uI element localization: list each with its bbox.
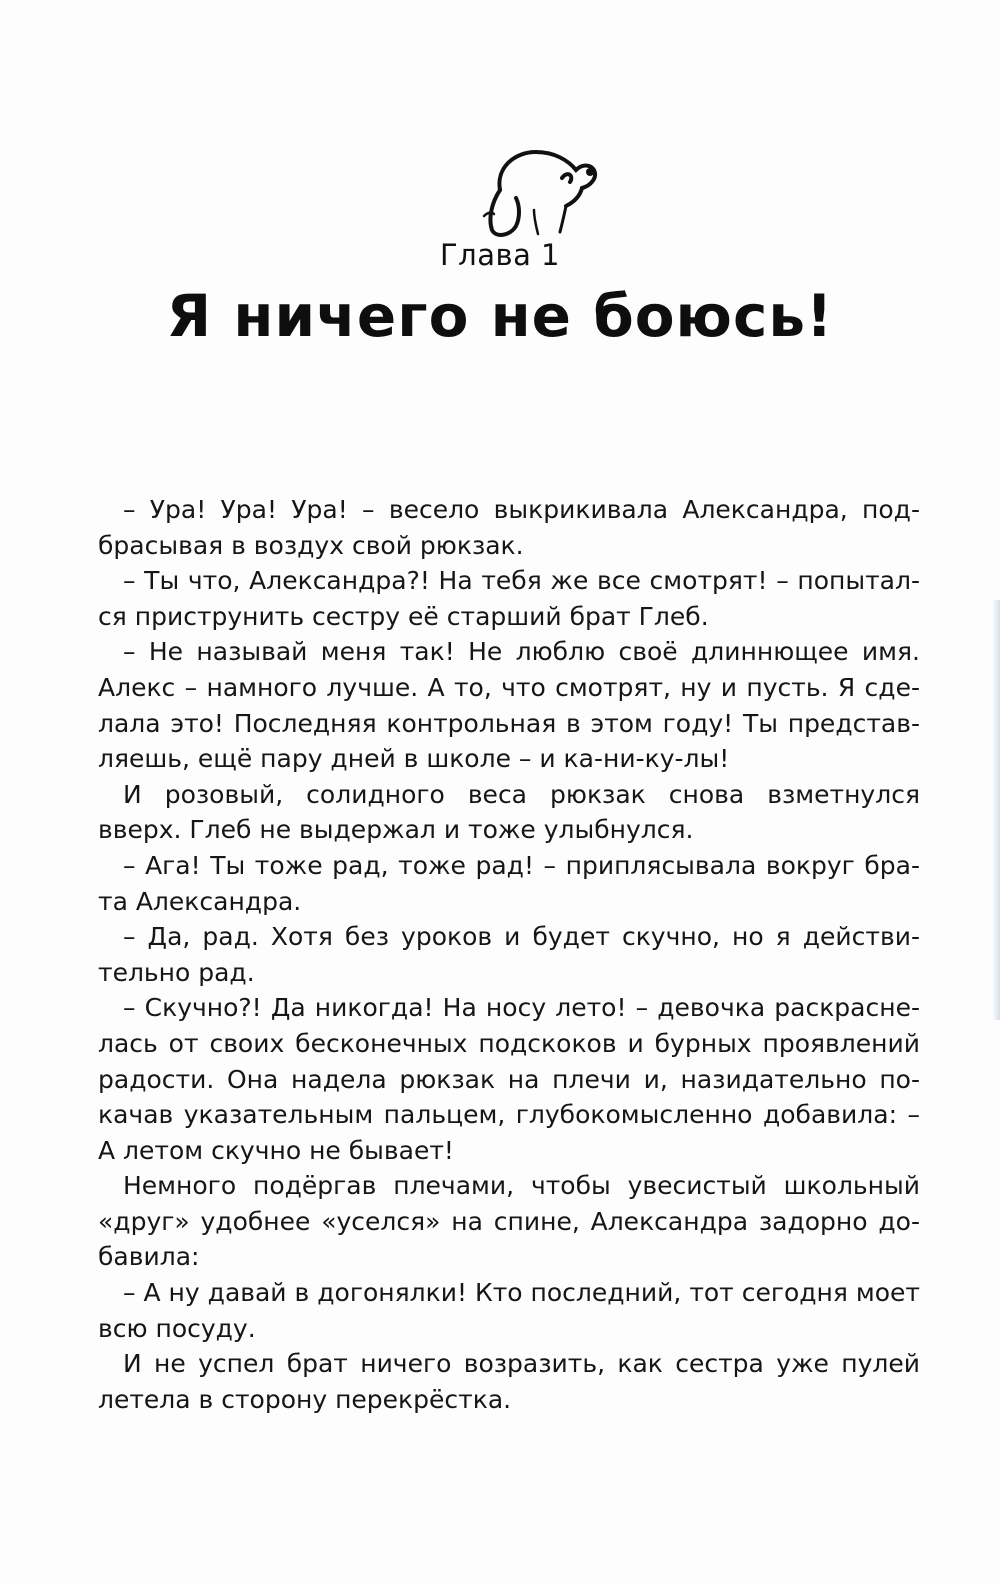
paragraph: И розовый, солидного веса рюкзак снова взметнулся вверх. Глеб не выдержал и тоже улыбнулся. xyxy=(98,779,920,845)
paragraph: – Не называй меня так! Не люблю своё длиннющее имя. Алекс – намного лучше. А то, что смотрят, ну и пусть. Я сделала это! Последняя контрольная в этом году! Ты представляешь, ещё пару дней в школе – и ка-ни-ку-лы! xyxy=(98,637,920,774)
page-edge-shadow xyxy=(992,600,1000,1020)
paragraph: Немного подёргав плечами, чтобы увесистый школьный «друг» удобнее «уселся» на спине, Александра задорно добавила: xyxy=(98,1171,920,1272)
paragraph: – Да, рад. Хотя без уроков и будет скучно, но я действительно рад. xyxy=(98,922,920,987)
paragraph: И не успел брат ничего возразить, как сестра уже пулей летела в сторону перекрёстка. xyxy=(98,1349,920,1414)
paragraph: – Ты что, Александра?! На тебя же все смотрят! – попытался приструнить сестру её старший брат Глеб. xyxy=(98,566,920,631)
paragraph: – А ну давай в догонялки! Кто последний, тот сегодня моет всю посуду. xyxy=(98,1278,920,1343)
paragraph: – Ага! Ты тоже рад, тоже рад! – приплясывала вокруг брата Александра. xyxy=(98,850,920,916)
chapter-text xyxy=(98,492,920,1417)
chapter-label: Глава 1 xyxy=(439,238,561,272)
paragraph: – Ура! Ура! Ура! – весело выкрикивала Александра, подбрасывая в воздух свой рюкзак. xyxy=(98,495,920,560)
dog-head-icon xyxy=(470,140,610,240)
chapter-title: Я ничего не боюсь! xyxy=(166,282,834,350)
paragraph: – Скучно?! Да никогда! На носу лето! – девочка раскраснелась от своих бесконечных подскоков и бурных проявлений радости. Она надела рюкзак на плечи и, назидательно покачав указательным пальцем, глубокомысленно добавила: – А летом скучно не бывает! xyxy=(98,993,920,1165)
